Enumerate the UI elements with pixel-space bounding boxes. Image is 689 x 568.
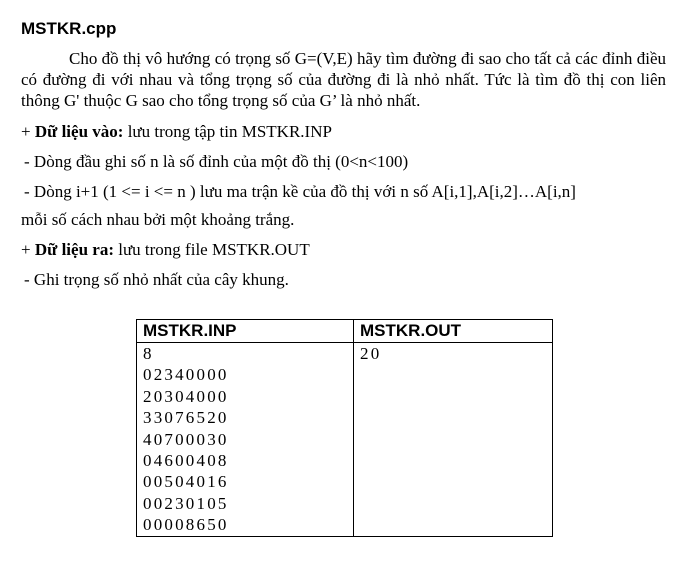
input-line: 02340000 [143,365,229,385]
input-line: 00008650 [143,515,229,535]
example-table-data-row [137,343,553,537]
input-section-heading: Dữ liệu vào: [34,122,124,141]
output-file-header: MSTKR.OUT [354,320,553,343]
example-table-header-row [137,320,553,343]
output-section-text: lưu trong file MSTKR.OUT [113,240,310,259]
output-line: 20 [360,344,382,363]
input-line: 33076520 [143,408,229,428]
input-description-line-1: - Dòng đầu ghi số n là số đỉnh của một đồ thị (0<n<100) [24,152,409,171]
input-line: 00230105 [143,493,229,513]
input-description-line-3: mỗi số cách nhau bởi một khoảng trắng. [21,210,295,229]
output-prefix: + [21,240,35,259]
input-file-header: MSTKR.INP [137,320,354,343]
input-section-heading-line [21,121,332,143]
input-line: 8 [143,344,154,363]
output-section-heading: Dữ liệu ra: [34,240,114,259]
problem-description: Cho đồ thị vô hướng có trọng số G=(V,E) hãy tìm đường đi sao cho tất cả các đỉnh điều có đường đi với nhau và tổng trọng số của đường đi là nhỏ nhất. Tức là tìm đồ thị con liên thông G' thuộc G sao cho tổng trọng số của G’ là nhỏ nhất. [21,49,666,110]
output-file-content [354,343,553,537]
input-line: 04600408 [143,450,229,470]
example-table [136,319,553,537]
input-line: 00504016 [143,472,229,492]
input-line: 20304000 [143,386,229,406]
output-description-line-1: - Ghi trọng số nhỏ nhất của cây khung. [24,270,289,289]
input-section-text: lưu trong tập tin MSTKR.INP [123,122,332,141]
input-line: 40700030 [143,429,229,449]
input-file-content [137,343,354,537]
problem-title: MSTKR.cpp [21,19,117,38]
input-description-line-2: - Dòng i+1 (1 <= i <= n ) lưu ma trận kề của đồ thị với n số A[i,1],A[i,2]…A[i,n] [24,182,576,201]
input-prefix: + [21,122,35,141]
output-section-heading-line [21,239,310,261]
